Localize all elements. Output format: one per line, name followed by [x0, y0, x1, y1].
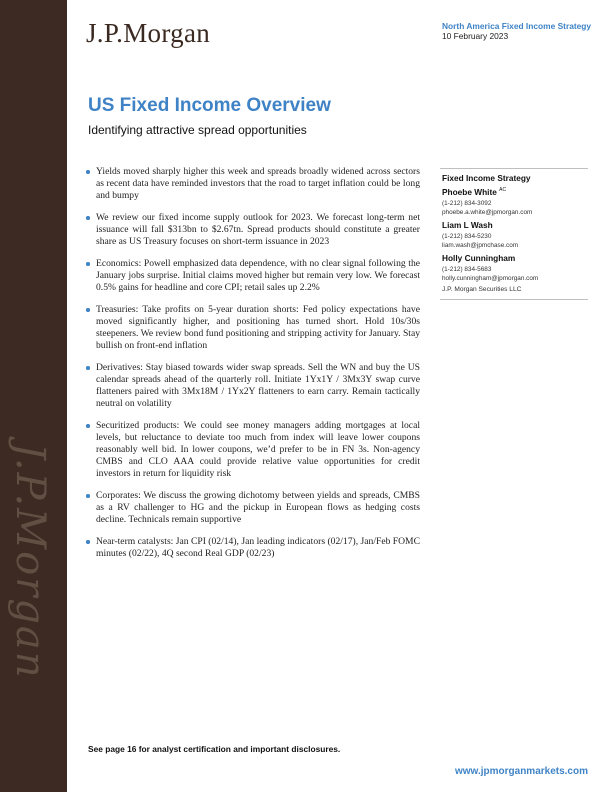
analyst-card [442, 253, 588, 283]
report-header [442, 21, 592, 41]
report-date: 10 February 2023 [442, 31, 509, 41]
bullet-text: Near-term catalysts: Jan CPI (02/14), Jan leading indicators (02/17), Jan/Feb FOMC minutes (02/22), 4Q second Real GDP (02/23) [96, 536, 420, 559]
bullet-item [86, 304, 420, 352]
bullet-text: We review our fixed income supply outlook for 2023. We forecast long-term net issuance will fall $313bn to $2.67tn. Spread products should constitute a greater share as US Treasury focuses on short-term issuance in 2023 [96, 212, 420, 247]
bullet-text: Securitized products: We could see money managers adding mortgages at local levels, but reluctance to deviate too much from index will leave lower coupons reasonably well bid. In lower coupons, we’d prefer to be in FN 3s. Non-agency CMBS and CLO AAA could provide relative value opportunities for credit investors in return for liquidity risk [96, 420, 420, 479]
bullet-dot-icon [86, 540, 90, 544]
bullet-dot-icon [86, 262, 90, 266]
analyst-email-link[interactable]: phoebe.a.white@jpmorgan.com [442, 209, 533, 216]
jpmorgan-logo: J.P.Morgan [86, 18, 211, 48]
bullet-text: Yields moved sharply higher this week and spreads broadly widened across sectors as recent data have reminded investors that the road to target inflation could be long and bumpy [96, 166, 420, 201]
bullet-item [86, 420, 420, 480]
bullet-dot-icon [86, 308, 90, 312]
analyst-certification-mark: AC [499, 187, 507, 194]
firm-name: J.P. Morgan Securities LLC [442, 286, 522, 293]
bullet-dot-icon [86, 494, 90, 498]
analyst-phone: (1-212) 834-5230 [442, 233, 492, 240]
contacts-title: Fixed Income Strategy [442, 173, 531, 183]
analyst-email-link[interactable]: holly.cunningham@jpmorgan.com [442, 275, 539, 282]
summary-bullet-list [86, 166, 420, 570]
report-series: North America Fixed Income Strategy [442, 21, 592, 31]
page-subtitle: Identifying attractive spread opportunities [88, 123, 307, 137]
bullet-text: Economics: Powell emphasized data dependence, with no clear signal following the January jobs surprise. Initial claims moved higher but remain very low. We forecast 0.5% gains for headline and core CPI; retail sales up 2.2% [96, 258, 420, 293]
bullet-dot-icon [86, 366, 90, 370]
bullet-item [86, 362, 420, 410]
bullet-item [86, 490, 420, 526]
bullet-dot-icon [86, 424, 90, 428]
analyst-name: Liam L Wash [442, 220, 493, 230]
website-link[interactable]: www.jpmorganmarkets.com [455, 766, 588, 777]
analyst-contacts-box [440, 168, 588, 300]
sidebar-signature-watermark: J.P.Morgan [7, 443, 53, 680]
analyst-name-text: Phoebe White [442, 187, 497, 197]
analyst-phone: (1-212) 834-5683 [442, 266, 492, 273]
page-title: US Fixed Income Overview [88, 95, 331, 116]
bullet-item [86, 166, 420, 202]
analyst-card [442, 187, 588, 217]
bullet-item [86, 258, 420, 294]
disclosure-notice: See page 16 for analyst certification and important disclosures. [88, 744, 341, 754]
bullet-text: Derivatives: Stay biased towards wider swap spreads. Sell the WN and buy the US calendar spreads ahead of the quarterly roll. Initiate 1Yx1Y / 3Mx3Y swap curve flatteners paired with 3Mx18M / 1Yx2Y flatteners to earn carry. Remain tactically neutral on volatility [96, 362, 420, 409]
bullet-text: Treasuries: Take profits on 5-year duration shorts: Fed policy expectations have moved significantly higher, and positioning has turned short. Hold 10s/30s steepeners. We review bond fund positioning and stripping activity for January. Stay bullish on front-end inflation [96, 304, 420, 351]
analyst-card [442, 220, 588, 250]
analyst-email-link[interactable]: liam.wash@jpmchase.com [442, 242, 519, 249]
brand-sidebar [0, 0, 67, 792]
bullet-item [86, 536, 420, 560]
bullet-item [86, 212, 420, 248]
bullet-dot-icon [86, 170, 90, 174]
analyst-name: Holly Cunningham [442, 253, 516, 263]
analyst-name [442, 187, 588, 197]
analyst-phone: (1-212) 834-3092 [442, 200, 492, 207]
bullet-dot-icon [86, 216, 90, 220]
bullet-text: Corporates: We discuss the growing dichotomy between yields and spreads, CMBS as a RV challenger to HG and the pickup in European flows as hedging costs decline. Technicals remain supportive [96, 490, 420, 525]
